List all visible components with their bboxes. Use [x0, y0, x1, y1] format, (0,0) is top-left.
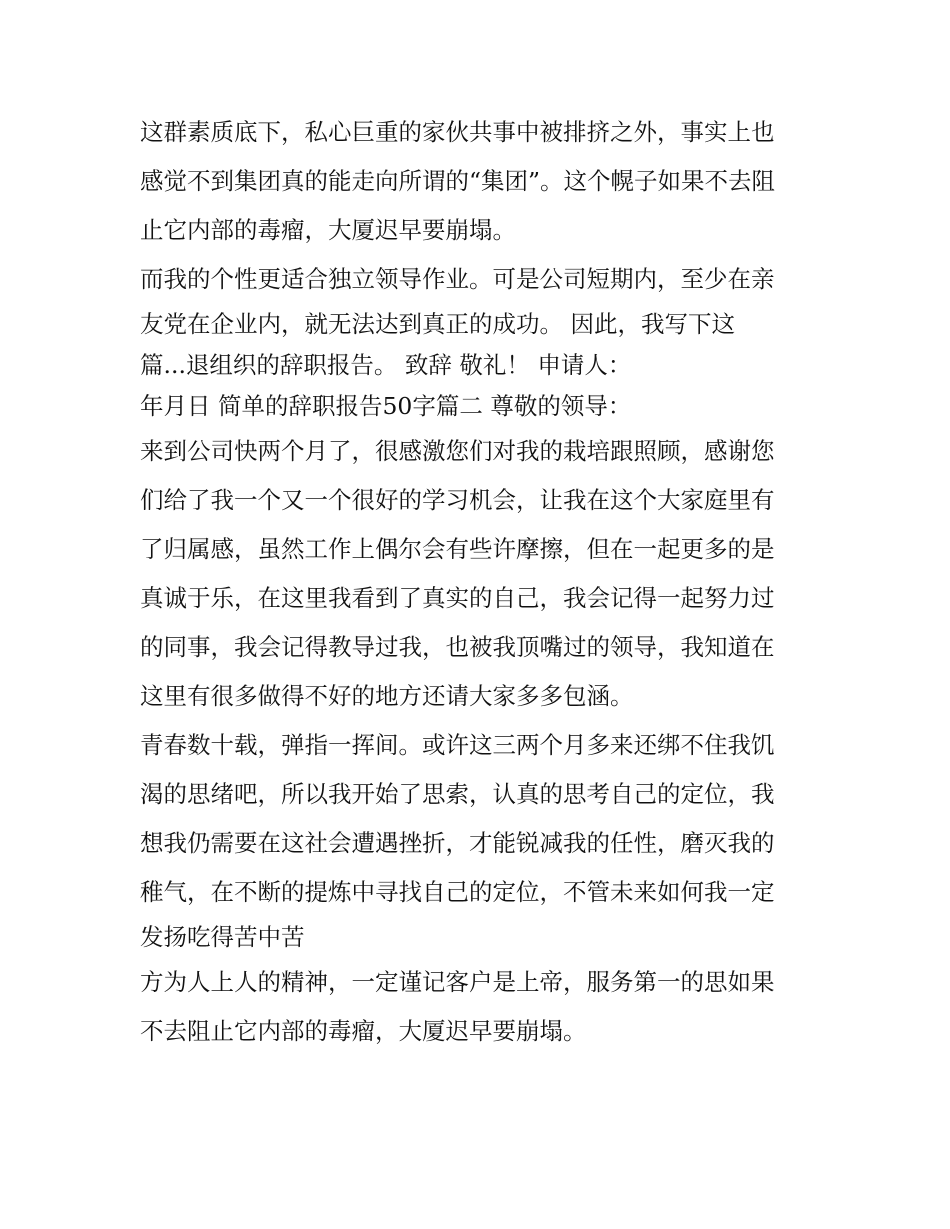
text-line: 不去阻止它内部的毒瘤，大厦迟早要崩塌。 [140, 1017, 587, 1045]
text-line: 方为人上人的精神，一定谨记客户是上帝，服务第一的思如果 [140, 968, 775, 996]
text-line: 渴的思绪吧，所以我开始了思索，认真的思考自己的定位，我 [140, 780, 775, 808]
text-line: 友党在企业内，就无法达到真正的成功。 因此，我写下这 [140, 310, 735, 338]
text-line: 稚气，在不断的提炼中寻找自己的定位，不管未来如何我一定 [140, 878, 775, 906]
text-line: 来到公司快两个月了，很感激您们对我的栽培跟照顾，感谢您 [140, 437, 775, 465]
text-line: 止它内部的毒瘤，大厦迟早要崩塌。 [140, 216, 516, 244]
text-line: 这里有很多做得不好的地方还请大家多多包涵。 [140, 682, 634, 710]
text-line: 年月日 简单的辞职报告50字篇二 尊敬的领导： [140, 392, 632, 420]
text-line: 了归属感，虽然工作上偶尔会有些许摩擦，但在一起更多的是 [140, 535, 775, 563]
text-line: 青春数十载，弹指一挥间。或许这三两个月多来还绑不住我饥 [140, 731, 775, 759]
text-line: 真诚于乐，在这里我看到了真实的自己，我会记得一起努力过 [140, 584, 775, 612]
text-line: 的同事，我会记得教导过我，也被我顶嘴过的领导，我知道在 [140, 633, 775, 661]
text-line: 感觉不到集团真的能走向所谓的“集团”。这个幌子如果不去阻 [140, 167, 776, 195]
text-line: 篇...退组织的辞职报告。 致辞 敬礼！ 申请人： [140, 351, 632, 379]
text-line: 这群素质底下，私心巨重的家伙共事中被排挤之外，事实上也 [140, 118, 775, 146]
text-line: 发扬吃得苦中苦 [140, 923, 305, 951]
text-line: 而我的个性更适合独立领导作业。可是公司短期内，至少在亲 [140, 265, 775, 293]
text-line: 们给了我一个又一个很好的学习机会，让我在这个大家庭里有 [140, 486, 775, 514]
text-line: 想我仍需要在这社会遭遇挫折，才能锐减我的任性，磨灭我的 [140, 829, 775, 857]
body-text [140, 108, 820, 1056]
